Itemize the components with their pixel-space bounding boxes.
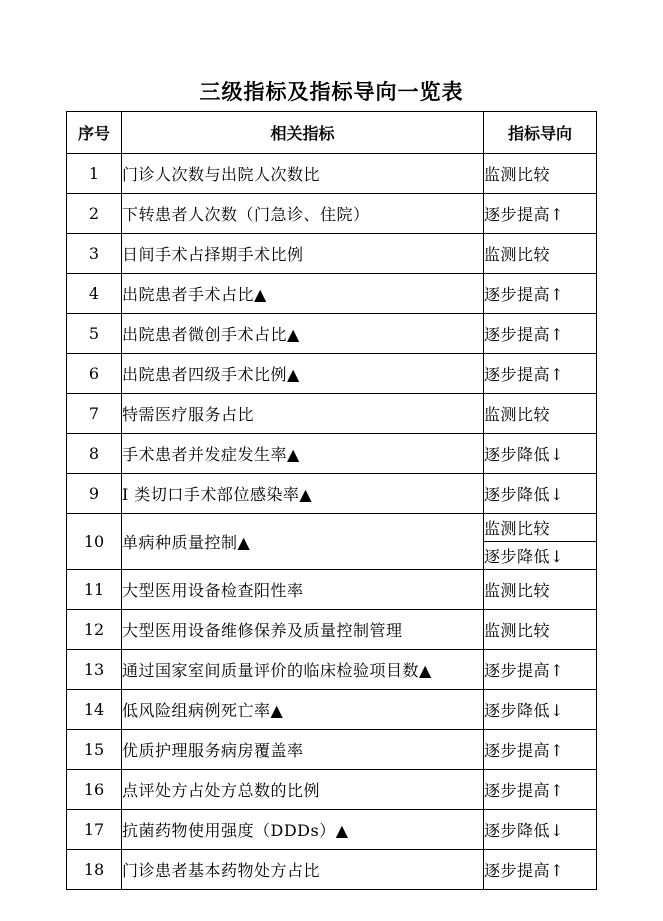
table-header-row	[67, 112, 597, 154]
row-direction: 逐步降低↓	[484, 434, 597, 474]
row-index: 8	[67, 434, 122, 474]
table-row	[67, 314, 597, 354]
row-indicator: I 类切口手术部位感染率▲	[122, 474, 484, 514]
row-index: 4	[67, 274, 122, 314]
row-direction: 监测比较	[484, 514, 597, 542]
row-indicator: 门诊患者基本药物处方占比	[122, 850, 484, 890]
table-row	[67, 394, 597, 434]
table-row	[67, 234, 597, 274]
row-indicator: 手术患者并发症发生率▲	[122, 434, 484, 474]
row-index: 17	[67, 810, 122, 850]
row-index: 2	[67, 194, 122, 234]
table-row	[67, 770, 597, 810]
row-indicator: 大型医用设备检查阳性率	[122, 570, 484, 610]
row-index: 5	[67, 314, 122, 354]
row-index: 7	[67, 394, 122, 434]
table-row	[67, 810, 597, 850]
row-index: 10	[67, 514, 122, 570]
row-direction: 逐步提高↑	[484, 354, 597, 394]
row-direction: 逐步提高↑	[484, 770, 597, 810]
table-row	[67, 354, 597, 394]
header-direction: 指标导向	[484, 112, 597, 154]
row-index: 9	[67, 474, 122, 514]
table-row	[67, 274, 597, 314]
row-index: 11	[67, 570, 122, 610]
row-index: 16	[67, 770, 122, 810]
row-direction: 监测比较	[484, 394, 597, 434]
row-index: 18	[67, 850, 122, 890]
row-direction: 逐步提高↑	[484, 650, 597, 690]
row-direction: 逐步提高↑	[484, 850, 597, 890]
row-index: 3	[67, 234, 122, 274]
row-indicator: 点评处方占处方总数的比例	[122, 770, 484, 810]
table-row	[67, 154, 597, 194]
row-indicator: 门诊人次数与出院人次数比	[122, 154, 484, 194]
row-direction: 逐步提高↑	[484, 194, 597, 234]
row-direction: 逐步降低↓	[484, 542, 597, 570]
table-row	[67, 514, 597, 542]
table-row	[67, 570, 597, 610]
row-direction: 监测比较	[484, 234, 597, 274]
row-indicator: 出院患者四级手术比例▲	[122, 354, 484, 394]
row-direction: 逐步降低↓	[484, 474, 597, 514]
table-row	[67, 194, 597, 234]
row-direction: 逐步提高↑	[484, 274, 597, 314]
row-indicator: 通过国家室间质量评价的临床检验项目数▲	[122, 650, 484, 690]
row-indicator: 出院患者手术占比▲	[122, 274, 484, 314]
row-indicator: 单病种质量控制▲	[122, 514, 484, 570]
row-indicator: 抗菌药物使用强度（DDDs）▲	[122, 810, 484, 850]
row-direction: 逐步提高↑	[484, 730, 597, 770]
row-direction: 逐步提高↑	[484, 314, 597, 354]
row-direction: 监测比较	[484, 610, 597, 650]
row-index: 14	[67, 690, 122, 730]
row-direction: 逐步降低↓	[484, 810, 597, 850]
page-title: 三级指标及指标导向一览表	[199, 79, 464, 104]
row-index: 6	[67, 354, 122, 394]
row-indicator: 出院患者微创手术占比▲	[122, 314, 484, 354]
table-row	[67, 474, 597, 514]
table-row	[67, 650, 597, 690]
row-direction: 逐步降低↓	[484, 690, 597, 730]
indicator-table	[66, 111, 597, 890]
header-index: 序号	[67, 112, 122, 154]
table-row	[67, 850, 597, 890]
table-row	[67, 434, 597, 474]
row-index: 12	[67, 610, 122, 650]
row-indicator: 下转患者人次数（门急诊、住院）	[122, 194, 484, 234]
row-direction: 监测比较	[484, 154, 597, 194]
row-indicator: 日间手术占择期手术比例	[122, 234, 484, 274]
row-index: 13	[67, 650, 122, 690]
header-indicator: 相关指标	[122, 112, 484, 154]
table-row	[67, 610, 597, 650]
row-indicator: 优质护理服务病房覆盖率	[122, 730, 484, 770]
table-row	[67, 730, 597, 770]
table-row	[67, 690, 597, 730]
row-indicator: 大型医用设备维修保养及质量控制管理	[122, 610, 484, 650]
row-indicator: 特需医疗服务占比	[122, 394, 484, 434]
row-indicator: 低风险组病例死亡率▲	[122, 690, 484, 730]
row-index: 15	[67, 730, 122, 770]
row-index: 1	[67, 154, 122, 194]
row-direction: 监测比较	[484, 570, 597, 610]
